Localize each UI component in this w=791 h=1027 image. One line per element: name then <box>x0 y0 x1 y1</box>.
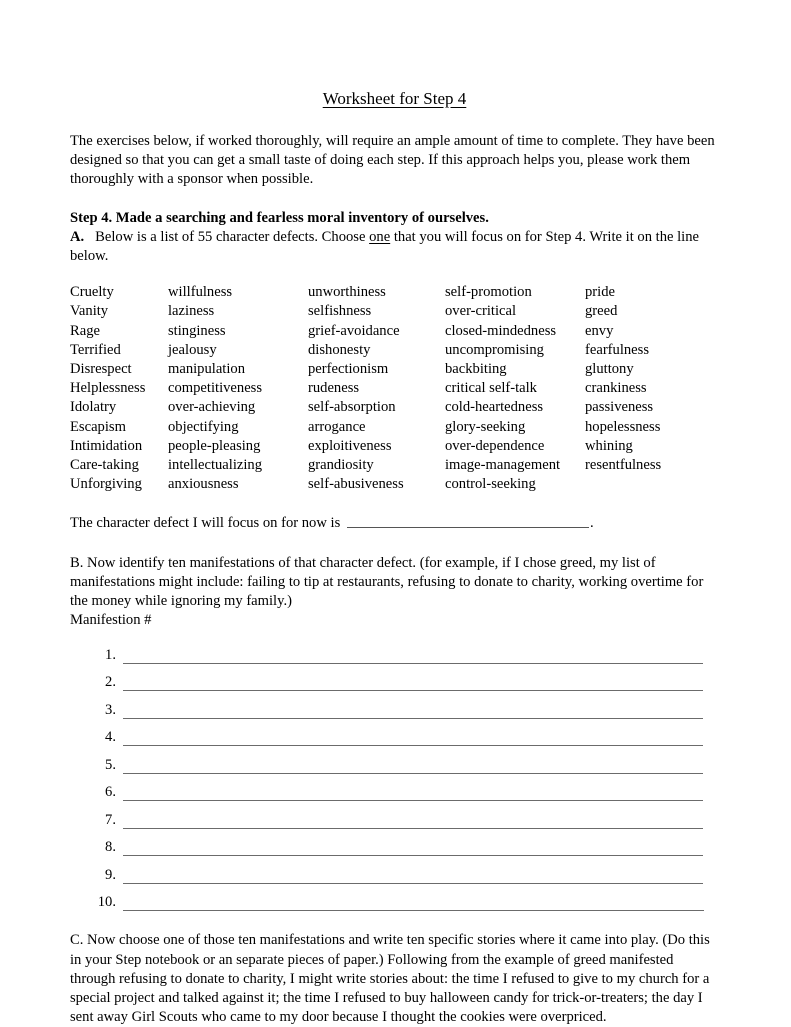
defect-item: pride <box>585 284 615 301</box>
defect-item: self-absorption <box>308 399 396 416</box>
section-c-instructions: C. Now choose one of those ten manifestations and write ten specific stories where it came into play. (Do this in your Step notebook or an separate pieces of paper.) Following from the example of greed manifested through refusing to donate to charity, I might write stories about: the time I refused to give to my church for a special project and talked against it; the time I refused to buy halloween candy for trick-or-treaters; the day I sent away Girl Scouts who came to my door because I thought the cookies were overpriced. <box>70 932 710 1026</box>
list-item-number: 3. <box>105 701 116 718</box>
list-item <box>70 719 719 747</box>
list-item-number: 8. <box>105 839 116 856</box>
section-a-emphasis: one <box>369 228 391 245</box>
defect-item: passiveness <box>585 399 654 416</box>
defect-item: Terrified <box>70 341 121 358</box>
defect-item: willfulness <box>168 284 233 301</box>
list-item-number: 4. <box>105 729 116 746</box>
defect-item: competitiveness <box>168 380 263 397</box>
defect-item: grief-avoidance <box>308 322 400 339</box>
intro-paragraph: The exercises below, if worked thoroughly, will require an ample amount of time to complete. They have been designed so that you can get a small taste of doing each step. If this approach helps you, please work them thoroughly with a sponsor when possible. <box>70 133 715 188</box>
defect-item: Rage <box>70 322 100 339</box>
defect-item: crankiness <box>585 380 647 397</box>
manifestation-blank-field[interactable] <box>123 731 703 746</box>
list-item-number: 6. <box>105 784 116 801</box>
defect-item: dishonesty <box>308 341 371 358</box>
focus-defect-period: . <box>589 515 594 532</box>
defect-item: over-dependence <box>445 437 545 454</box>
spacer <box>70 190 719 209</box>
defect-item: glory-seeking <box>445 418 526 435</box>
defect-item: cold-heartedness <box>445 399 544 416</box>
spacer <box>70 534 719 554</box>
list-item <box>70 636 719 664</box>
defect-item: Disrespect <box>70 361 132 378</box>
defect-item: unworthiness <box>308 284 386 301</box>
list-item <box>70 746 719 774</box>
spacer <box>70 494 719 514</box>
defect-item: Vanity <box>70 303 109 320</box>
defect-column-3 <box>308 283 445 494</box>
defect-item: envy <box>585 322 614 339</box>
character-defects-list <box>70 283 719 494</box>
defect-item: uncompromising <box>445 341 544 358</box>
defect-item: backbiting <box>445 361 507 378</box>
defect-item: anxiousness <box>168 476 239 493</box>
manifestation-blank-field[interactable] <box>123 759 703 774</box>
defect-item: critical self-talk <box>445 380 537 397</box>
section-a-label: A. <box>70 228 85 245</box>
defect-item: resentfulness <box>585 457 662 474</box>
defect-column-5 <box>585 283 715 494</box>
defect-item: Helplessness <box>70 380 146 397</box>
manifestation-blank-field[interactable] <box>123 786 703 801</box>
list-item <box>70 664 719 692</box>
defect-item: intellectualizing <box>168 457 263 474</box>
defect-item: over-critical <box>445 303 517 320</box>
list-item-number: 2. <box>105 674 116 691</box>
document-content <box>70 88 719 1027</box>
manifestation-blank-field[interactable] <box>123 896 704 911</box>
defect-item: gluttony <box>585 361 634 378</box>
spacer <box>70 266 719 283</box>
page-title <box>70 88 719 110</box>
manifestation-label: Manifestion # <box>70 612 152 629</box>
defect-item: image-management <box>445 457 561 474</box>
page-title-text: Worksheet for Step 4 <box>322 89 467 108</box>
manifestation-blank-field[interactable] <box>123 814 703 829</box>
defect-column-4 <box>445 283 585 494</box>
list-item-number: 10. <box>97 894 116 911</box>
list-item-number: 9. <box>105 866 116 883</box>
section-a-text-before: Below is a list of 55 character defects. Choose <box>95 228 370 245</box>
step-heading: Step 4. Made a searching and fearless moral inventory of ourselves. <box>70 209 489 226</box>
defect-item: whining <box>585 437 633 454</box>
manifestation-blank-field[interactable] <box>123 704 703 719</box>
defect-item: grandiosity <box>308 457 374 474</box>
defect-item: self-abusiveness <box>308 476 404 493</box>
section-a-instructions <box>70 228 719 266</box>
defect-item: stinginess <box>168 322 226 339</box>
defect-item: self-promotion <box>445 284 532 301</box>
defect-column-2 <box>168 283 308 494</box>
defect-item: Escapism <box>70 418 126 435</box>
defect-item: people-pleasing <box>168 437 261 454</box>
list-item-number: 1. <box>105 646 116 663</box>
defect-item: jealousy <box>168 341 217 358</box>
defect-item: perfectionism <box>308 361 389 378</box>
defect-item: objectifying <box>168 418 239 435</box>
list-item-number: 7. <box>105 811 116 828</box>
defect-item: over-achieving <box>168 399 256 416</box>
list-item <box>70 691 719 719</box>
defect-item: laziness <box>168 303 215 320</box>
manifestation-blank-field[interactable] <box>123 649 703 664</box>
manifestation-list <box>70 636 719 911</box>
defect-item: fearfulness <box>585 341 650 358</box>
defect-item: Idolatry <box>70 399 117 416</box>
manifestation-blank-field[interactable] <box>123 869 703 884</box>
defect-item: manipulation <box>168 361 246 378</box>
defect-item: control-seeking <box>445 476 536 493</box>
focus-defect-blank-field[interactable] <box>347 514 589 528</box>
defect-item: arrogance <box>308 418 366 435</box>
list-item <box>70 856 719 884</box>
defect-item: greed <box>585 303 618 320</box>
defect-item: Cruelty <box>70 284 114 301</box>
list-item <box>70 829 719 857</box>
defect-item: Unforgiving <box>70 476 142 493</box>
list-item <box>70 884 719 912</box>
defect-item: closed-mindedness <box>445 322 557 339</box>
section-a-text-after: that you will focus on for Step 4. Write it on the line below. <box>70 228 700 265</box>
manifestation-blank-field[interactable] <box>123 841 703 856</box>
defect-item: Intimidation <box>70 437 143 454</box>
section-b-instructions: B. Now identify ten manifestations of that character defect. (for example, if I chose greed, my list of manifestations might include: failing to tip at restaurants, refusing to donate to charity, working overtime for the money while ignoring my family.) <box>70 554 704 610</box>
list-item <box>70 801 719 829</box>
list-item <box>70 774 719 802</box>
defect-item: selfishness <box>308 303 372 320</box>
focus-defect-prompt <box>70 514 719 533</box>
spacer <box>70 911 719 931</box>
defect-item: exploitiveness <box>308 437 392 454</box>
focus-defect-label: The character defect I will focus on for now is <box>70 515 344 532</box>
list-item-number: 5. <box>105 756 116 773</box>
defect-item: rudeness <box>308 380 360 397</box>
defect-column-1 <box>70 283 168 494</box>
manifestation-blank-field[interactable] <box>123 676 703 691</box>
defect-item: Care-taking <box>70 457 139 474</box>
defect-item: hopelessness <box>585 418 661 435</box>
